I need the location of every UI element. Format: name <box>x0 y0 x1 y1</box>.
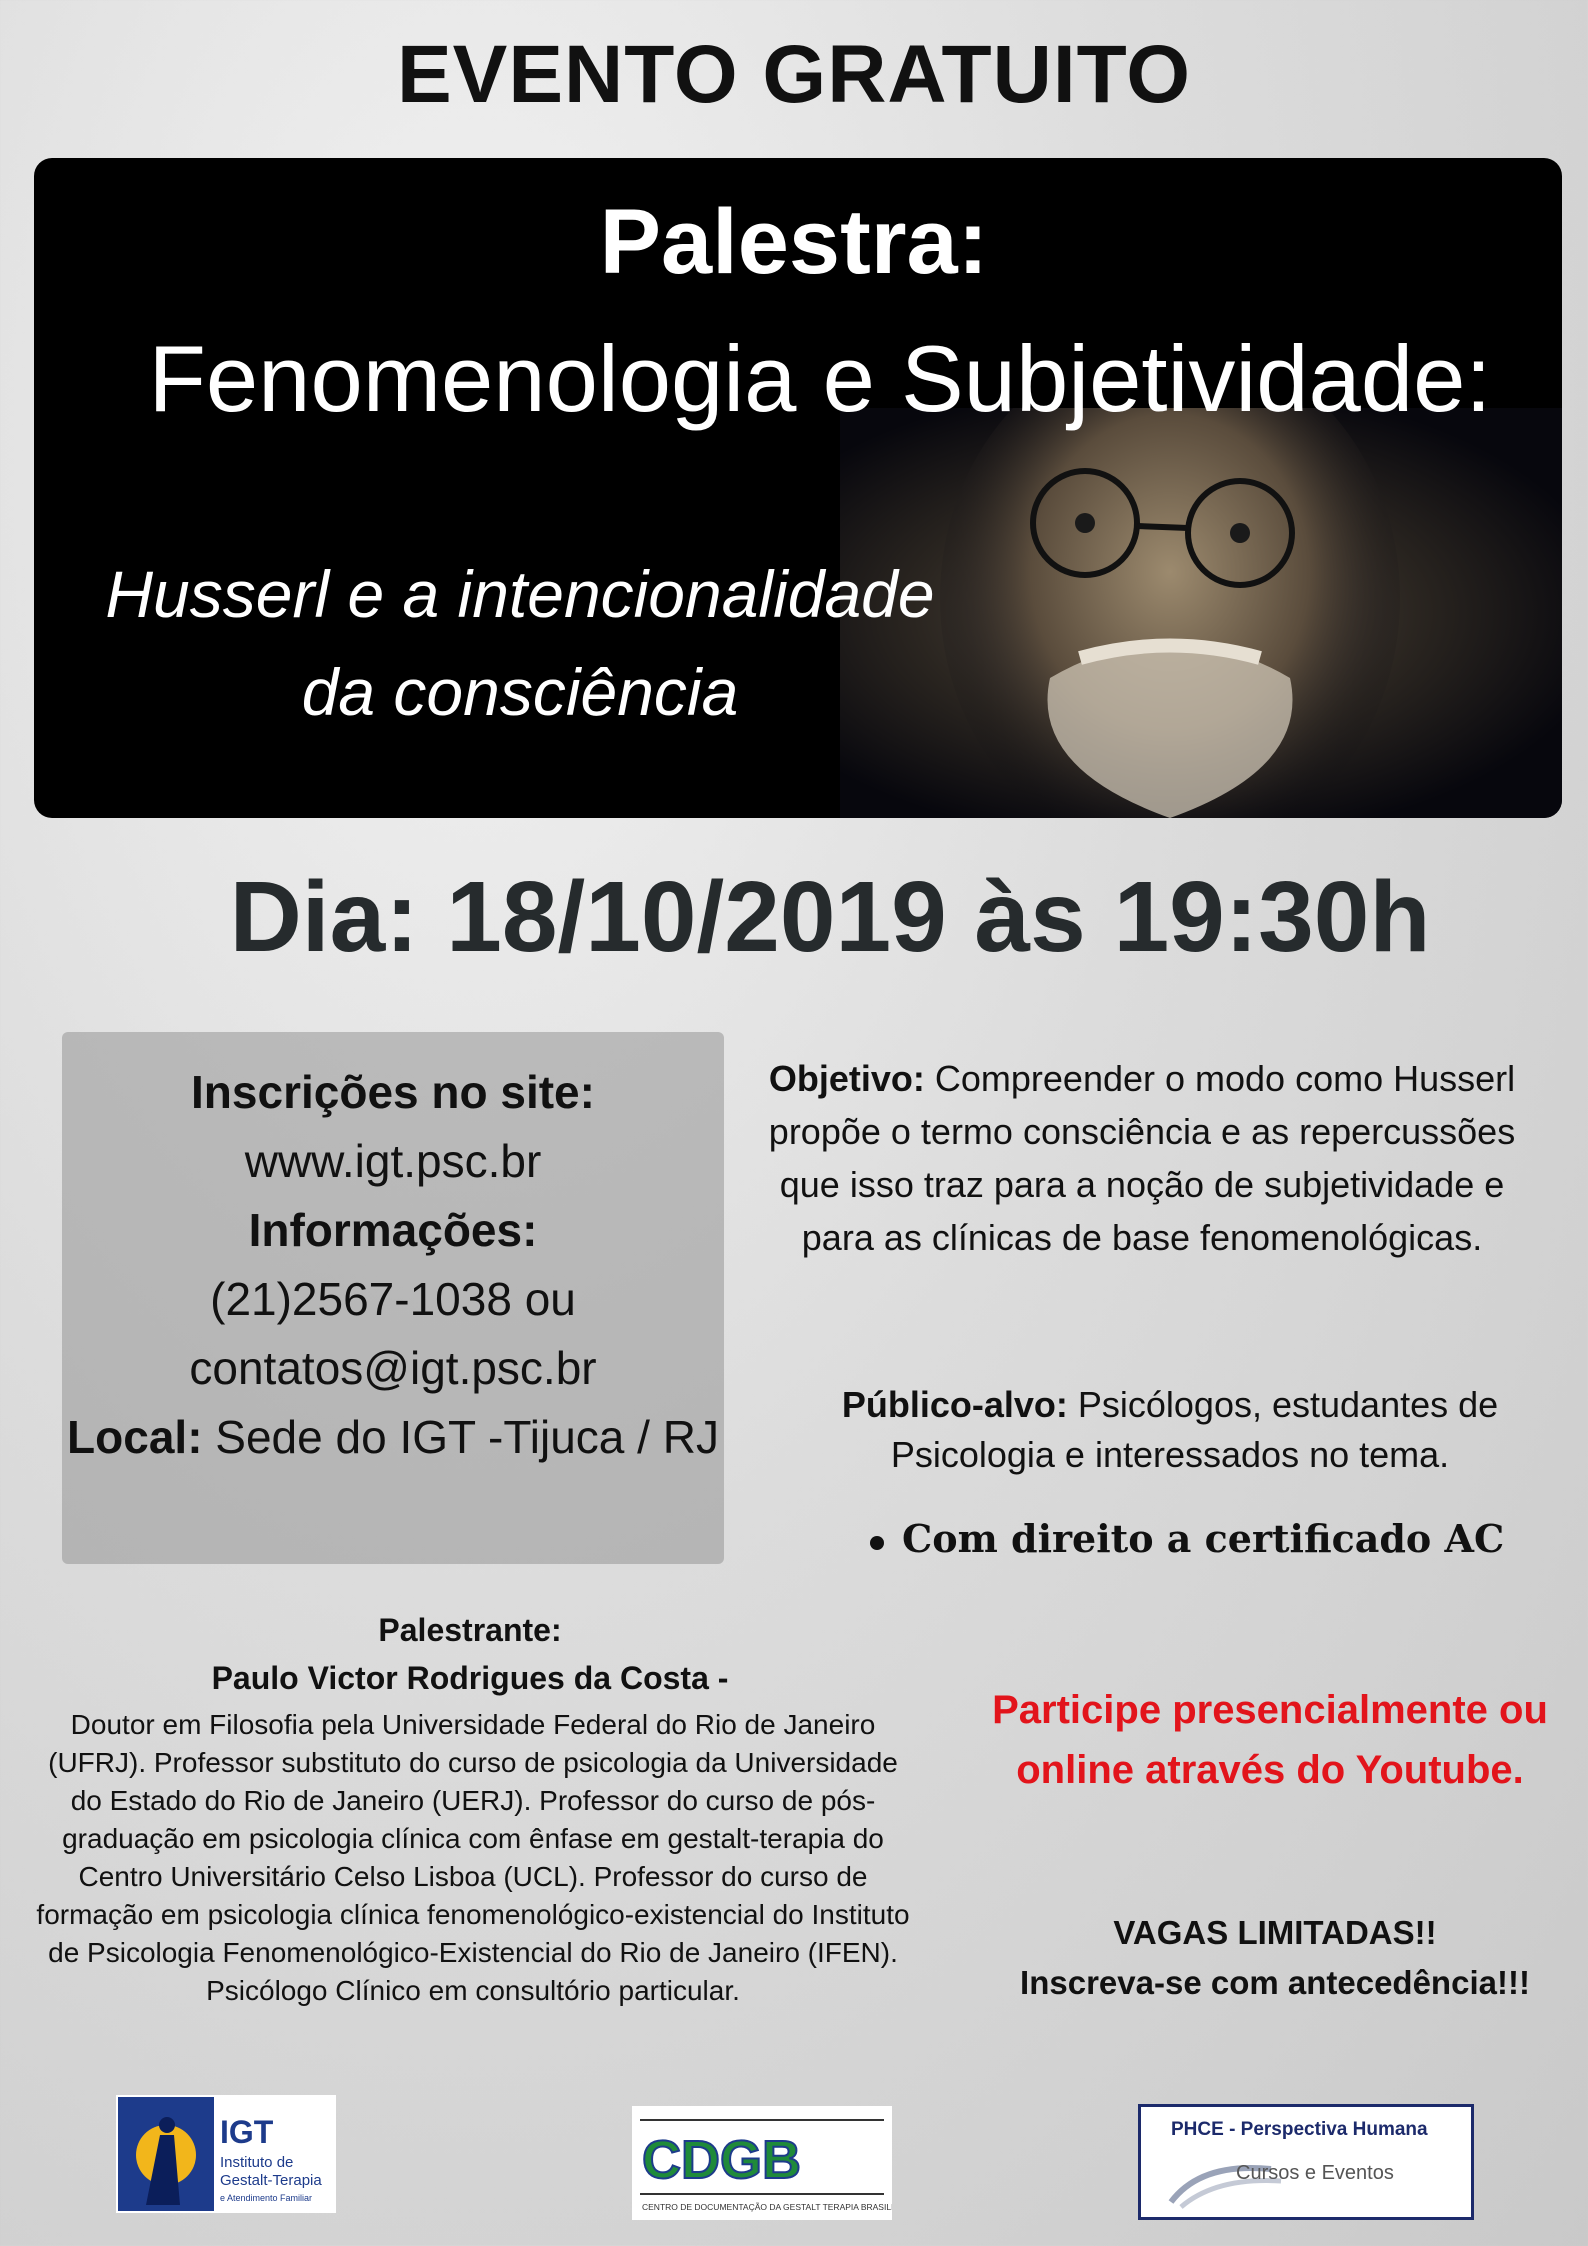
phone-number: (21)2567-1038 ou <box>210 1273 576 1325</box>
audience-section <box>820 1380 1520 1480</box>
contact-email-link[interactable]: contatos@igt.psc.br <box>189 1342 597 1394</box>
location-value: Sede do IGT -Tijuca / RJ <box>202 1411 719 1463</box>
audience-label: Público-alvo: <box>841 1384 1068 1425</box>
event-title: EVENTO GRATUITO <box>396 29 1192 120</box>
certificate-note <box>870 1516 1570 1561</box>
phce-logo-name: PHCE - Perspectiva Humana <box>1171 2119 1428 2140</box>
vacancies-line-1: VAGAS LIMITADAS!! <box>1113 1914 1437 1951</box>
registration-info <box>62 1058 724 1472</box>
certificate-text: Com direito a certificado AC <box>902 1516 1505 1561</box>
event-date: Dia: 18/10/2019 às 19:30h <box>229 861 1431 973</box>
objective-text: Compreender o modo como Husserl propõe o termo consciência e as repercussões que isso traz para a noção de subjetividade e para as clínicas de base fenomenológicas. <box>768 1058 1516 1258</box>
location-label: Local: <box>67 1411 203 1463</box>
phce-logo <box>1138 2104 1474 2220</box>
participation-note: Participe presencialmente ou online através do Youtube. <box>992 1688 1548 1792</box>
phce-logo-caption: Cursos e Eventos <box>1236 2162 1394 2184</box>
igt-logo-line2: Gestalt-Terapia <box>220 2172 322 2189</box>
lecture-subtitle <box>60 545 980 741</box>
speaker-label: Palestrante: <box>378 1612 562 1648</box>
registration-site-label: Inscrições no site: <box>191 1066 595 1118</box>
speaker-bio: Doutor em Filosofia pela Universidade Federal do Rio de Janeiro (UFRJ). Professor substituto do curso de psicologia da Universidade do Estado do Rio de Janeiro (UERJ). Professor do curso de pós-graduação em psicologia clínica com ênfase em gestalt-terapia do Centro Universitário Celso Lisboa (UCL). Professor do curso de formação em psicologia clínica fenomenológico-existencial do Instituto de Psicologia Fenomenológico-Existencial do Rio de Janeiro (IFEN). Psicólogo Clínico em consultório particular. <box>36 1709 910 2006</box>
igt-logo-name: IGT <box>220 2114 274 2150</box>
subtitle-line-1: Husserl e a intencionalidade <box>105 557 935 631</box>
audience-text: Psicólogos, estudantes de Psicologia e interessados no tema. <box>890 1384 1499 1475</box>
objective-section <box>752 1052 1532 1264</box>
subtitle-line-2: da consciência <box>301 655 739 729</box>
cdgb-logo-graphic <box>632 2106 892 2220</box>
location <box>62 1403 724 1472</box>
cdgb-logo-name: CDGB <box>642 2130 801 2190</box>
lecture-topic: Fenomenologia e Subjetividade: <box>148 326 1492 431</box>
igt-logo-line3: e Atendimento Familiar <box>220 2193 313 2203</box>
speaker-name: Paulo Victor Rodrigues da Costa - <box>211 1660 729 1696</box>
information-label: Informações: <box>248 1204 538 1256</box>
bullet-icon <box>870 1536 884 1550</box>
vacancies-line-2: Inscreva-se com antecedência!!! <box>1020 1964 1530 2001</box>
objective-label: Objetivo: <box>768 1058 925 1099</box>
banner-label: Palestra: <box>599 191 989 293</box>
registration-site-link[interactable]: www.igt.psc.br <box>244 1135 542 1187</box>
vacancies-note <box>990 1908 1560 2008</box>
igt-logo-line1: Instituto de <box>220 2154 294 2171</box>
cdgb-logo-caption: CENTRO DE DOCUMENTAÇÃO DA GESTALT TERAPIA BRASILEIRA <box>642 2202 892 2212</box>
phce-logo-graphic <box>1141 2107 1471 2217</box>
igt-logo <box>116 2095 336 2213</box>
cdgb-logo <box>632 2106 892 2220</box>
igt-logo-graphic <box>116 2095 336 2213</box>
